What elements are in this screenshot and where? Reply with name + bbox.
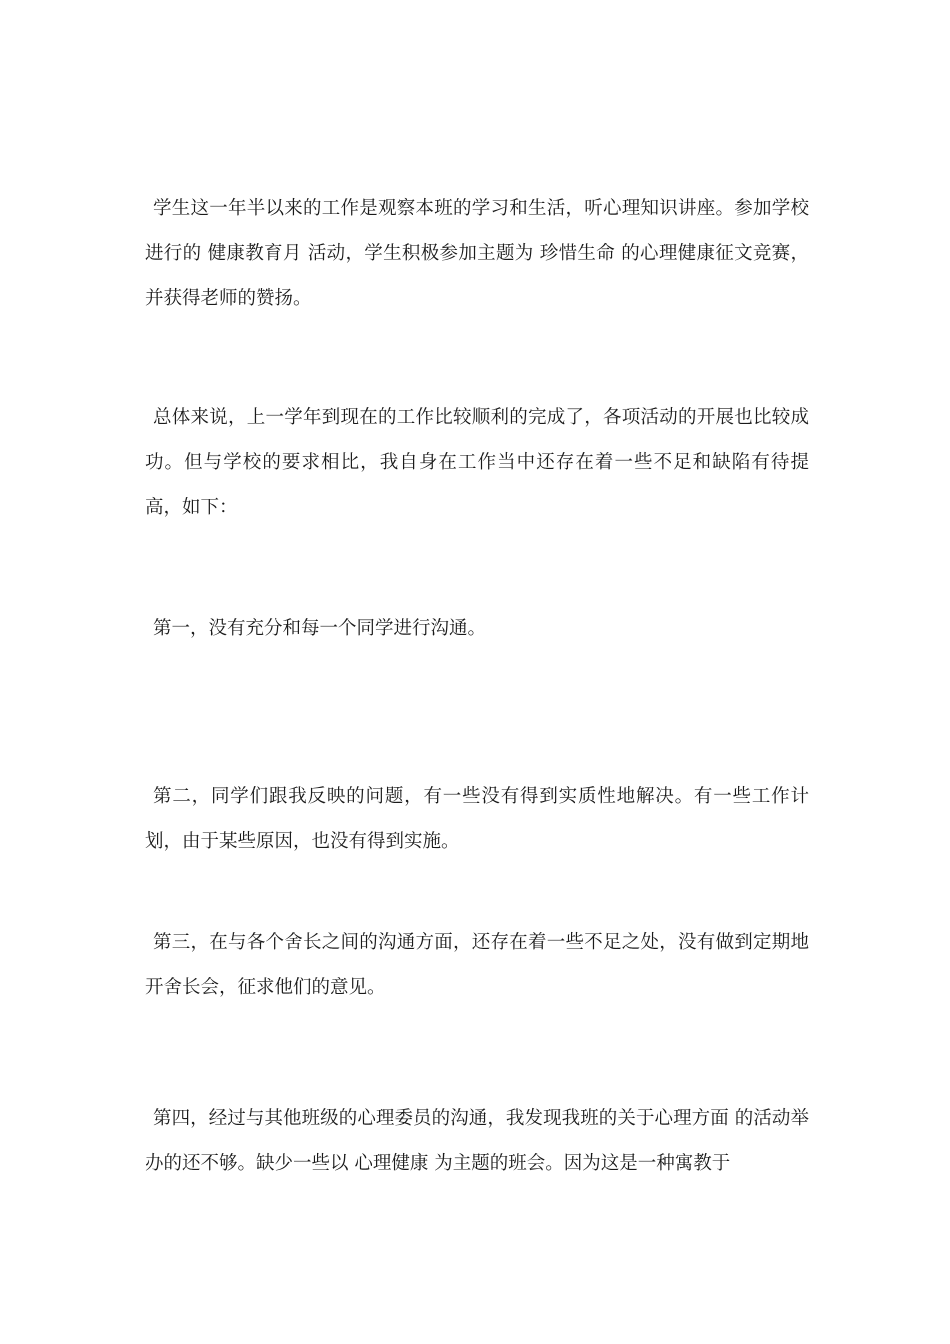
paragraph-overall-evaluation: 总体来说，上一学年到现在的工作比较顺利的完成了，各项活动的开展也比较成功。但与学校的要求相比，我自身在工作当中还存在着一些不足和缺陷有待提高，如下： <box>145 407 809 518</box>
paragraph-point-four: 第四，经过与其他班级的心理委员的沟通，我发现我班的关于心理方面 的活动举办的还不够。缺少一些以 心理健康 为主题的班会。因为这是一种寓教于 <box>145 1108 809 1174</box>
paragraph-work-summary: 学生这一年半以来的工作是观察本班的学习和生活，听心理知识讲座。参加学校进行的 健康教育月 活动，学生积极参加主题为 珍惜生命 的心理健康征文竞赛，并获得老师的赞扬。 <box>145 198 809 309</box>
paragraph-point-one: 第一，没有充分和每一个同学进行沟通。 <box>153 618 487 639</box>
paragraph-point-three: 第三，在与各个舍长之间的沟通方面，还存在着一些不足之处，没有做到定期地开舍长会，征求他们的意见。 <box>145 932 809 998</box>
paragraph-point-two: 第二，同学们跟我反映的问题，有一些没有得到实质性地解决。有一些工作计划，由于某些原因，也没有得到实施。 <box>145 786 809 852</box>
